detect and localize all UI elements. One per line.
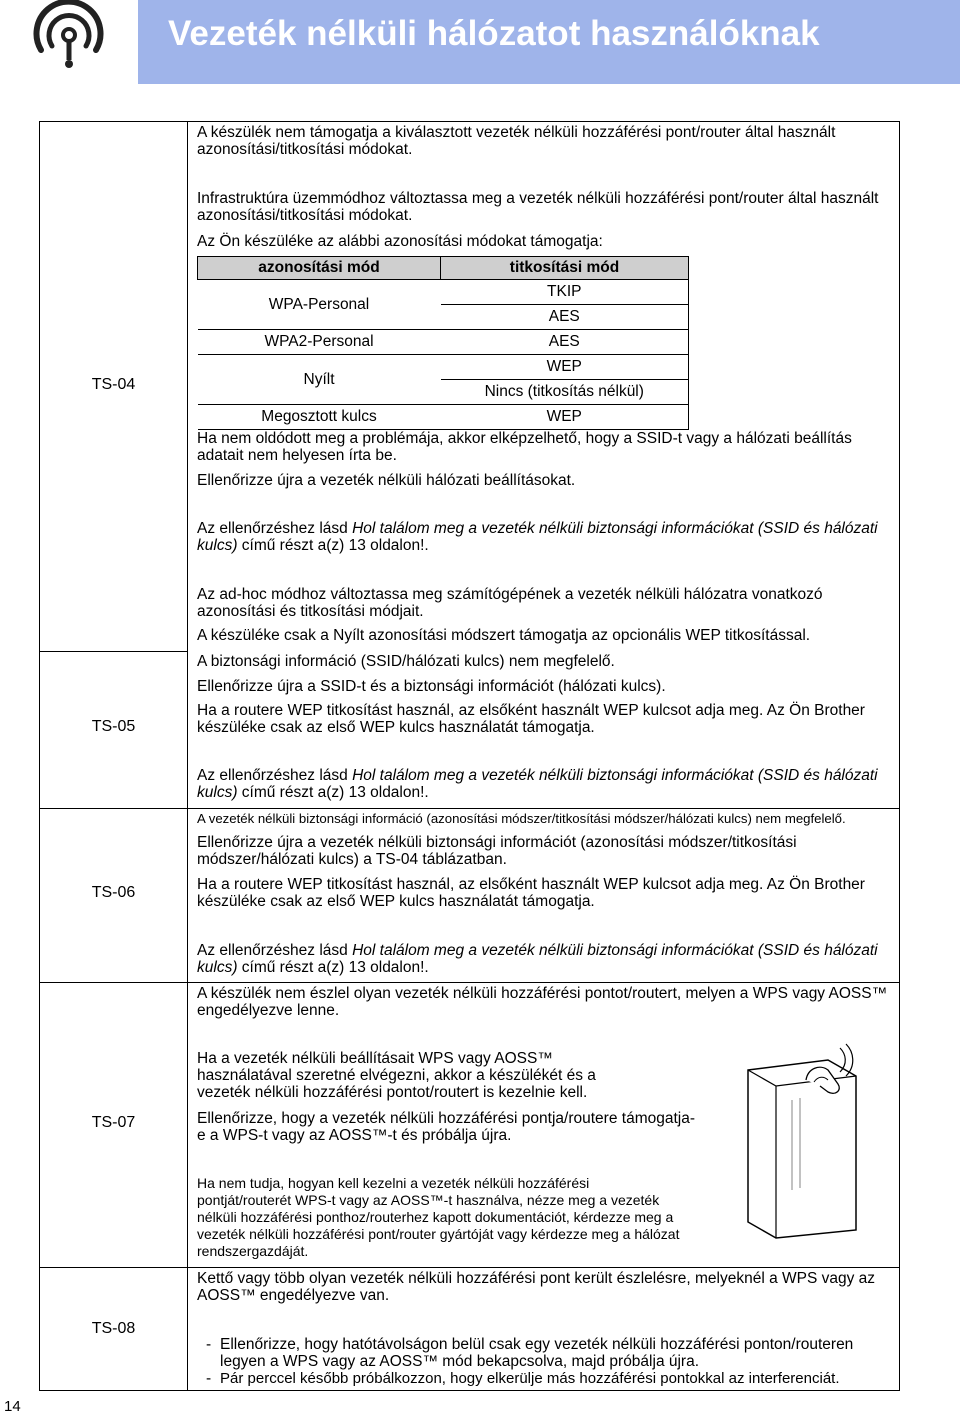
ts08-cause: Kettő vagy több olyan vezeték nélküli hozzáférési pont került észlelésre, melyeknél a WPS vagy az AOSS™ engedélyezve van. bbox=[197, 1270, 876, 1304]
page-header bbox=[0, 0, 960, 84]
ts05-cause: A biztonsági információ (SSID/hálózati kulcs) nem megfelelő. bbox=[197, 653, 615, 670]
ts08-bullet-1: Ellenőrizze, hogy hatótávolságon belül csak egy vezeték nélküli hozzáférési ponton/routeren legyen a WPS vagy az AOSS™ mód bekapcsolva, majd próbálja újra. bbox=[220, 1336, 854, 1370]
enc-wep: WEP bbox=[441, 355, 689, 380]
enc-aes: AES bbox=[441, 305, 689, 330]
row-divider bbox=[39, 1267, 188, 1268]
enc-wep: WEP bbox=[441, 405, 689, 430]
row-divider bbox=[39, 982, 188, 983]
error-code-ts04: TS-04 bbox=[91, 376, 136, 393]
ts06-recheck: Ellenőrizze újra a vezeték nélküli biztonsági információt (azonosítási módszer/titkosítási módszer/hálózati kulcs) a TS-04 táblázatban. bbox=[197, 834, 797, 868]
ts04-note: Ha nem oldódott meg a problémája, akkor elképzelhető, hogy a SSID-t vagy a hálózati beállítás adatait nem helyesen írta be. bbox=[197, 430, 852, 464]
ts05-reference: Az ellenőrzéshez lásd Hol találom meg a vezeték nélküli biztonsági információkat (SSID és hálózati kulcs) című részt a(z) 13 oldalon!. bbox=[197, 767, 878, 801]
ts04-solution: Infrastruktúra üzemmódhoz változtassa meg a vezeték nélküli hozzáférési pont/router által használt azonosítási/titkosítási módokat. bbox=[197, 190, 879, 224]
ts07-help: Ha nem tudja, hogyan kell kezelni a vezeték nélküli hozzáférési pontját/routerét WPS-t vagy az AOSS™-t használva, nézze meg a vezeték nélküli hozzáférési ponthoz/routerhez kapott dokumentációt, kérdezze meg a vezeték nélküli hozzáférési pont/router gyártóját vagy kérdezze meg a hálózat rendszergazdáját. bbox=[197, 1175, 680, 1259]
ts04-reference: Az ellenőrzéshez lásd Hol találom meg a vezeték nélküli biztonsági információkat (SSID és hálózati kulcs) című részt a(z) 13 oldalon!. bbox=[197, 520, 878, 554]
enc-header: titkosítási mód bbox=[441, 257, 689, 280]
error-code-ts06: TS-06 bbox=[91, 884, 136, 901]
bullet-dash: - bbox=[206, 1370, 212, 1387]
ts07-instruction: Ha a vezeték nélküli beállításait WPS vagy AOSS™ használatával szeretné elvégezni, akkor a készülékét és a vezeték nélküli hozzáférési pontot/routert is kezelnie kell. bbox=[197, 1050, 596, 1101]
row-divider bbox=[187, 1267, 900, 1268]
auth-mode-table bbox=[197, 256, 689, 430]
title-bar bbox=[138, 0, 960, 84]
ts04-open-note: A készüléke csak a Nyílt azonosítási módszert támogatja az opcionális WEP titkosítással. bbox=[197, 627, 811, 644]
page-title: Vezeték nélküli hálózatot használóknak bbox=[168, 14, 820, 53]
row-divider bbox=[187, 982, 900, 983]
ts07-cause: A készülék nem észlel olyan vezeték nélküli hozzáférési pontot/routert, melyen a WPS vagy AOSS™ engedélyezve lenne. bbox=[197, 985, 888, 1019]
auth-wpa-personal: WPA-Personal bbox=[198, 280, 441, 330]
page-number: 14 bbox=[4, 1398, 21, 1415]
error-code-ts05: TS-05 bbox=[91, 718, 136, 735]
row-divider bbox=[39, 651, 188, 652]
enc-none: Nincs (titkosítás nélkül) bbox=[441, 380, 689, 405]
ts04-adhoc: Az ad-hoc módhoz változtassa meg számítógépének a vezeték nélküli hálózatra vonatkozó azonosítási és titkosítási módjait. bbox=[197, 586, 823, 620]
auth-open: Nyílt bbox=[198, 355, 441, 405]
ts06-wep-note: Ha a routere WEP titkosítást használ, az elsőként használt WEP kulcsot adja meg. Az Ön Brother készüléke csak az első WEP kulcs használatát támogatja. bbox=[197, 876, 865, 910]
enc-aes: AES bbox=[441, 330, 689, 355]
column-divider bbox=[187, 121, 188, 1391]
ts04-recheck: Ellenőrizze újra a vezeték nélküli hálózati beállításokat. bbox=[197, 472, 576, 489]
auth-header: azonosítási mód bbox=[198, 257, 441, 280]
ts04-supported-intro: Az Ön készüléke az alábbi azonosítási módokat támogatja: bbox=[197, 233, 603, 250]
ts06-reference: Az ellenőrzéshez lásd Hol találom meg a vezeték nélküli biztonsági információkat (SSID és hálózati kulcs) című részt a(z) 13 oldalon!. bbox=[197, 942, 878, 976]
router-illustration bbox=[728, 1040, 878, 1240]
ts05-wep-note: Ha a routere WEP titkosítást használ, az elsőként használt WEP kulcsot adja meg. Az Ön Brother készüléke csak az első WEP kulcs használatát támogatja. bbox=[197, 702, 865, 736]
wireless-icon-box bbox=[0, 0, 138, 84]
ts07-check: Ellenőrizze, hogy a vezeték nélküli hozzáférési pontja/routere támogatja-e a WPS-t vagy az AOSS™-t és próbálja újra. bbox=[197, 1110, 695, 1144]
enc-tkip: TKIP bbox=[441, 280, 689, 305]
error-code-ts08: TS-08 bbox=[91, 1320, 136, 1337]
ts08-bullet-2: Pár perccel később próbálkozzon, hogy elkerülje más hozzáférési pontokkal az interferenciát. bbox=[220, 1370, 840, 1387]
row-divider bbox=[187, 808, 900, 809]
ts05-recheck: Ellenőrizze újra a SSID-t és a biztonsági információt (hálózati kulcs). bbox=[197, 678, 666, 695]
ts04-cause: A készülék nem támogatja a kiválasztott vezeték nélküli hozzáférési pont/router által használt azonosítási/titkosítási módokat. bbox=[197, 124, 836, 158]
error-code-ts07: TS-07 bbox=[91, 1114, 136, 1131]
auth-shared-key: Megosztott kulcs bbox=[198, 405, 441, 430]
auth-wpa2-personal: WPA2-Personal bbox=[198, 330, 441, 355]
bullet-dash: - bbox=[206, 1336, 212, 1353]
wireless-icon bbox=[0, 0, 138, 84]
ts06-cause: A vezeték nélküli biztonsági információ (azonosítási módszer/titkosítási módszer/hálózati kulcs) nem megfelelő. bbox=[197, 811, 846, 826]
row-divider bbox=[39, 808, 188, 809]
